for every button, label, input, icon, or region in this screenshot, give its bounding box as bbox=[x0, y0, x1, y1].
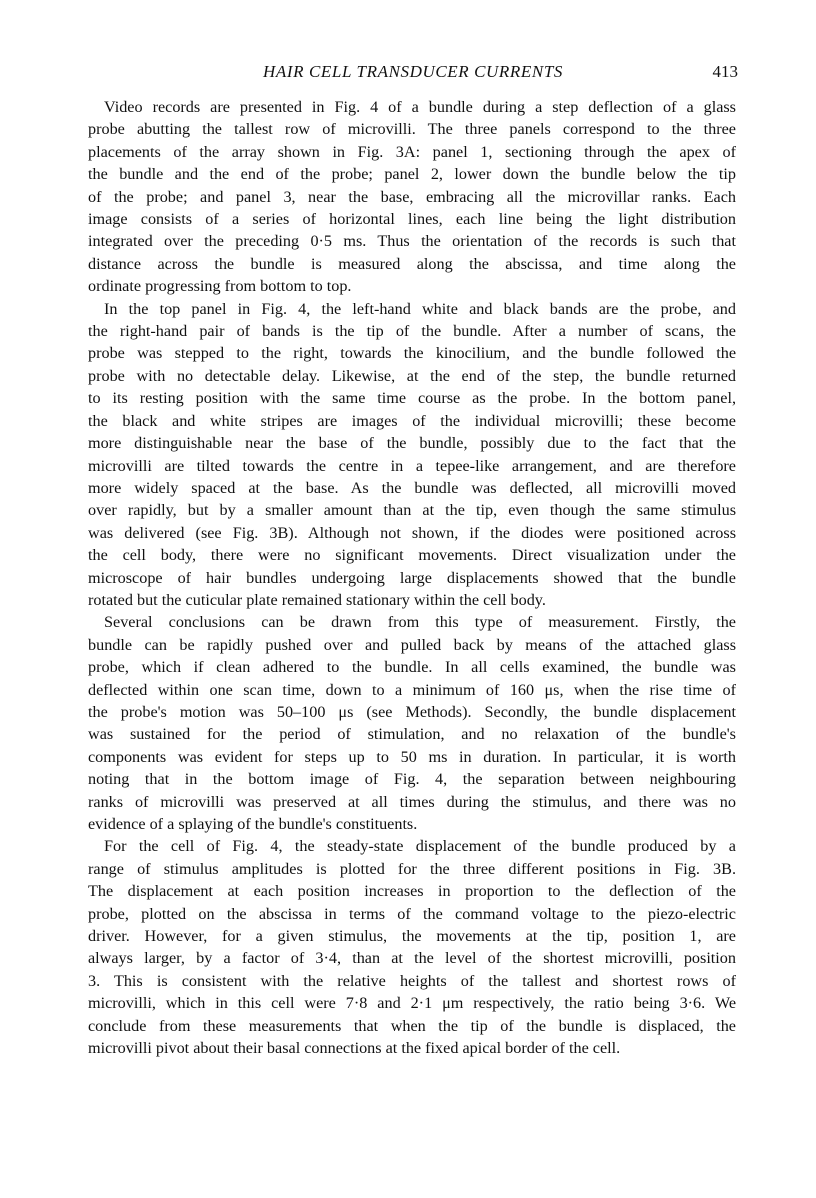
text-line: range of stimulus amplitudes is plotted for the three different positions in Fig. 3B. bbox=[88, 859, 736, 878]
text-line: 3. This is consistent with the relative heights of the tallest and shortest rows of bbox=[88, 971, 736, 990]
text-line: was sustained for the period of stimulation, and no relaxation of the bundle's bbox=[88, 725, 736, 744]
text-line: probe, plotted on the abscissa in terms of the command voltage to the piezo-electric bbox=[88, 904, 736, 923]
text-line: Several conclusions can be drawn from this type of measurement. Firstly, the bbox=[104, 613, 736, 632]
body-text bbox=[88, 96, 736, 1059]
text-line: The displacement at each position increases in proportion to the deflection of the bbox=[88, 882, 736, 901]
text-line: image consists of a series of horizontal lines, each line being the light distribution bbox=[88, 210, 736, 229]
text-line: placements of the array shown in Fig. 3A: panel 1, sectioning through the apex of bbox=[88, 142, 736, 161]
text-line: conclude from these measurements that when the tip of the bundle is displaced, the bbox=[88, 1016, 736, 1035]
text-line: the black and white stripes are images of the individual microvilli; these become bbox=[88, 411, 736, 430]
text-line: the bundle and the end of the probe; panel 2, lower down the bundle below the tip bbox=[88, 165, 736, 184]
text-line: microvilli are tilted towards the centre in a tepee-like arrangement, and are therefore bbox=[88, 456, 736, 475]
page-number: 413 bbox=[712, 62, 738, 81]
text-line: For the cell of Fig. 4, the steady-state displacement of the bundle produced by a bbox=[104, 837, 736, 856]
text-line: to its resting position with the same time course as the probe. In the bottom panel, bbox=[88, 389, 736, 408]
text-line: rotated but the cuticular plate remained stationary within the cell body. bbox=[88, 590, 546, 609]
running-header bbox=[88, 62, 738, 86]
text-line: always larger, by a factor of 3·4, than at the level of the shortest microvilli, position bbox=[88, 949, 736, 968]
text-line: ranks of microvilli was preserved at all times during the stimulus, and there was no bbox=[88, 792, 736, 811]
text-line: the right-hand pair of bands is the tip of the bundle. After a number of scans, the bbox=[88, 322, 736, 341]
text-line: more distinguishable near the base of the bundle, possibly due to the fact that the bbox=[88, 434, 736, 453]
text-line: In the top panel in Fig. 4, the left-hand white and black bands are the probe, and bbox=[104, 299, 736, 318]
running-title: HAIR CELL TRANSDUCER CURRENTS bbox=[263, 62, 563, 81]
text-line: probe, which if clean adhered to the bundle. In all cells examined, the bundle was bbox=[88, 658, 736, 677]
text-line: Video records are presented in Fig. 4 of a bundle during a step deflection of a glass bbox=[104, 98, 736, 116]
text-line: of the probe; and panel 3, near the base, embracing all the microvillar ranks. Each bbox=[88, 187, 736, 206]
text-line: more widely spaced at the base. As the bundle was deflected, all microvilli moved bbox=[88, 478, 736, 497]
text-line: integrated over the preceding 0·5 ms. Thus the orientation of the records is such that bbox=[88, 232, 736, 251]
text-line: ordinate progressing from bottom to top. bbox=[88, 277, 352, 296]
text-line: the probe's motion was 50–100 μs (see Methods). Secondly, the bundle displacement bbox=[88, 702, 736, 721]
text-line: driver. However, for a given stimulus, the movements at the tip, position 1, are bbox=[88, 927, 736, 946]
text-line: microvilli pivot about their basal connections at the fixed apical border of the cell. bbox=[88, 1039, 621, 1058]
text-line: deflected within one scan time, down to a minimum of 160 μs, when the rise time of bbox=[88, 680, 736, 699]
text-line: noting that in the bottom image of Fig. 4, the separation between neighbouring bbox=[88, 770, 736, 789]
text-line: evidence of a splaying of the bundle's constituents. bbox=[88, 815, 418, 833]
text-line: probe abutting the tallest row of microvilli. The three panels correspond to the three bbox=[88, 120, 736, 139]
text-line: bundle can be rapidly pushed over and pulled back by means of the attached glass bbox=[88, 635, 736, 654]
text-line: components was evident for steps up to 50 ms in duration. In particular, it is worth bbox=[88, 747, 736, 766]
paragraph bbox=[88, 298, 736, 612]
text-line: microscope of hair bundles undergoing large displacements showed that the bundle bbox=[88, 568, 736, 587]
text-line: was delivered (see Fig. 3B). Although not shown, if the diodes were positioned across bbox=[88, 523, 736, 542]
text-line: microvilli, which in this cell were 7·8 and 2·1 μm respectively, the ratio being 3·6. We bbox=[88, 994, 736, 1013]
paragraph bbox=[88, 611, 736, 835]
text-line: probe with no detectable delay. Likewise, at the end of the step, the bundle returned bbox=[88, 366, 736, 385]
text-line: the cell body, there were no significant movements. Direct visualization under the bbox=[88, 546, 736, 565]
text-line: over rapidly, but by a smaller amount than at the tip, even though the same stimulus bbox=[88, 501, 736, 520]
paragraph bbox=[88, 835, 736, 1059]
text-line: distance across the bundle is measured along the abscissa, and time along the bbox=[88, 254, 736, 273]
text-line: probe was stepped to the right, towards the kinocilium, and the bundle followed the bbox=[88, 344, 736, 363]
paragraph bbox=[88, 96, 736, 298]
